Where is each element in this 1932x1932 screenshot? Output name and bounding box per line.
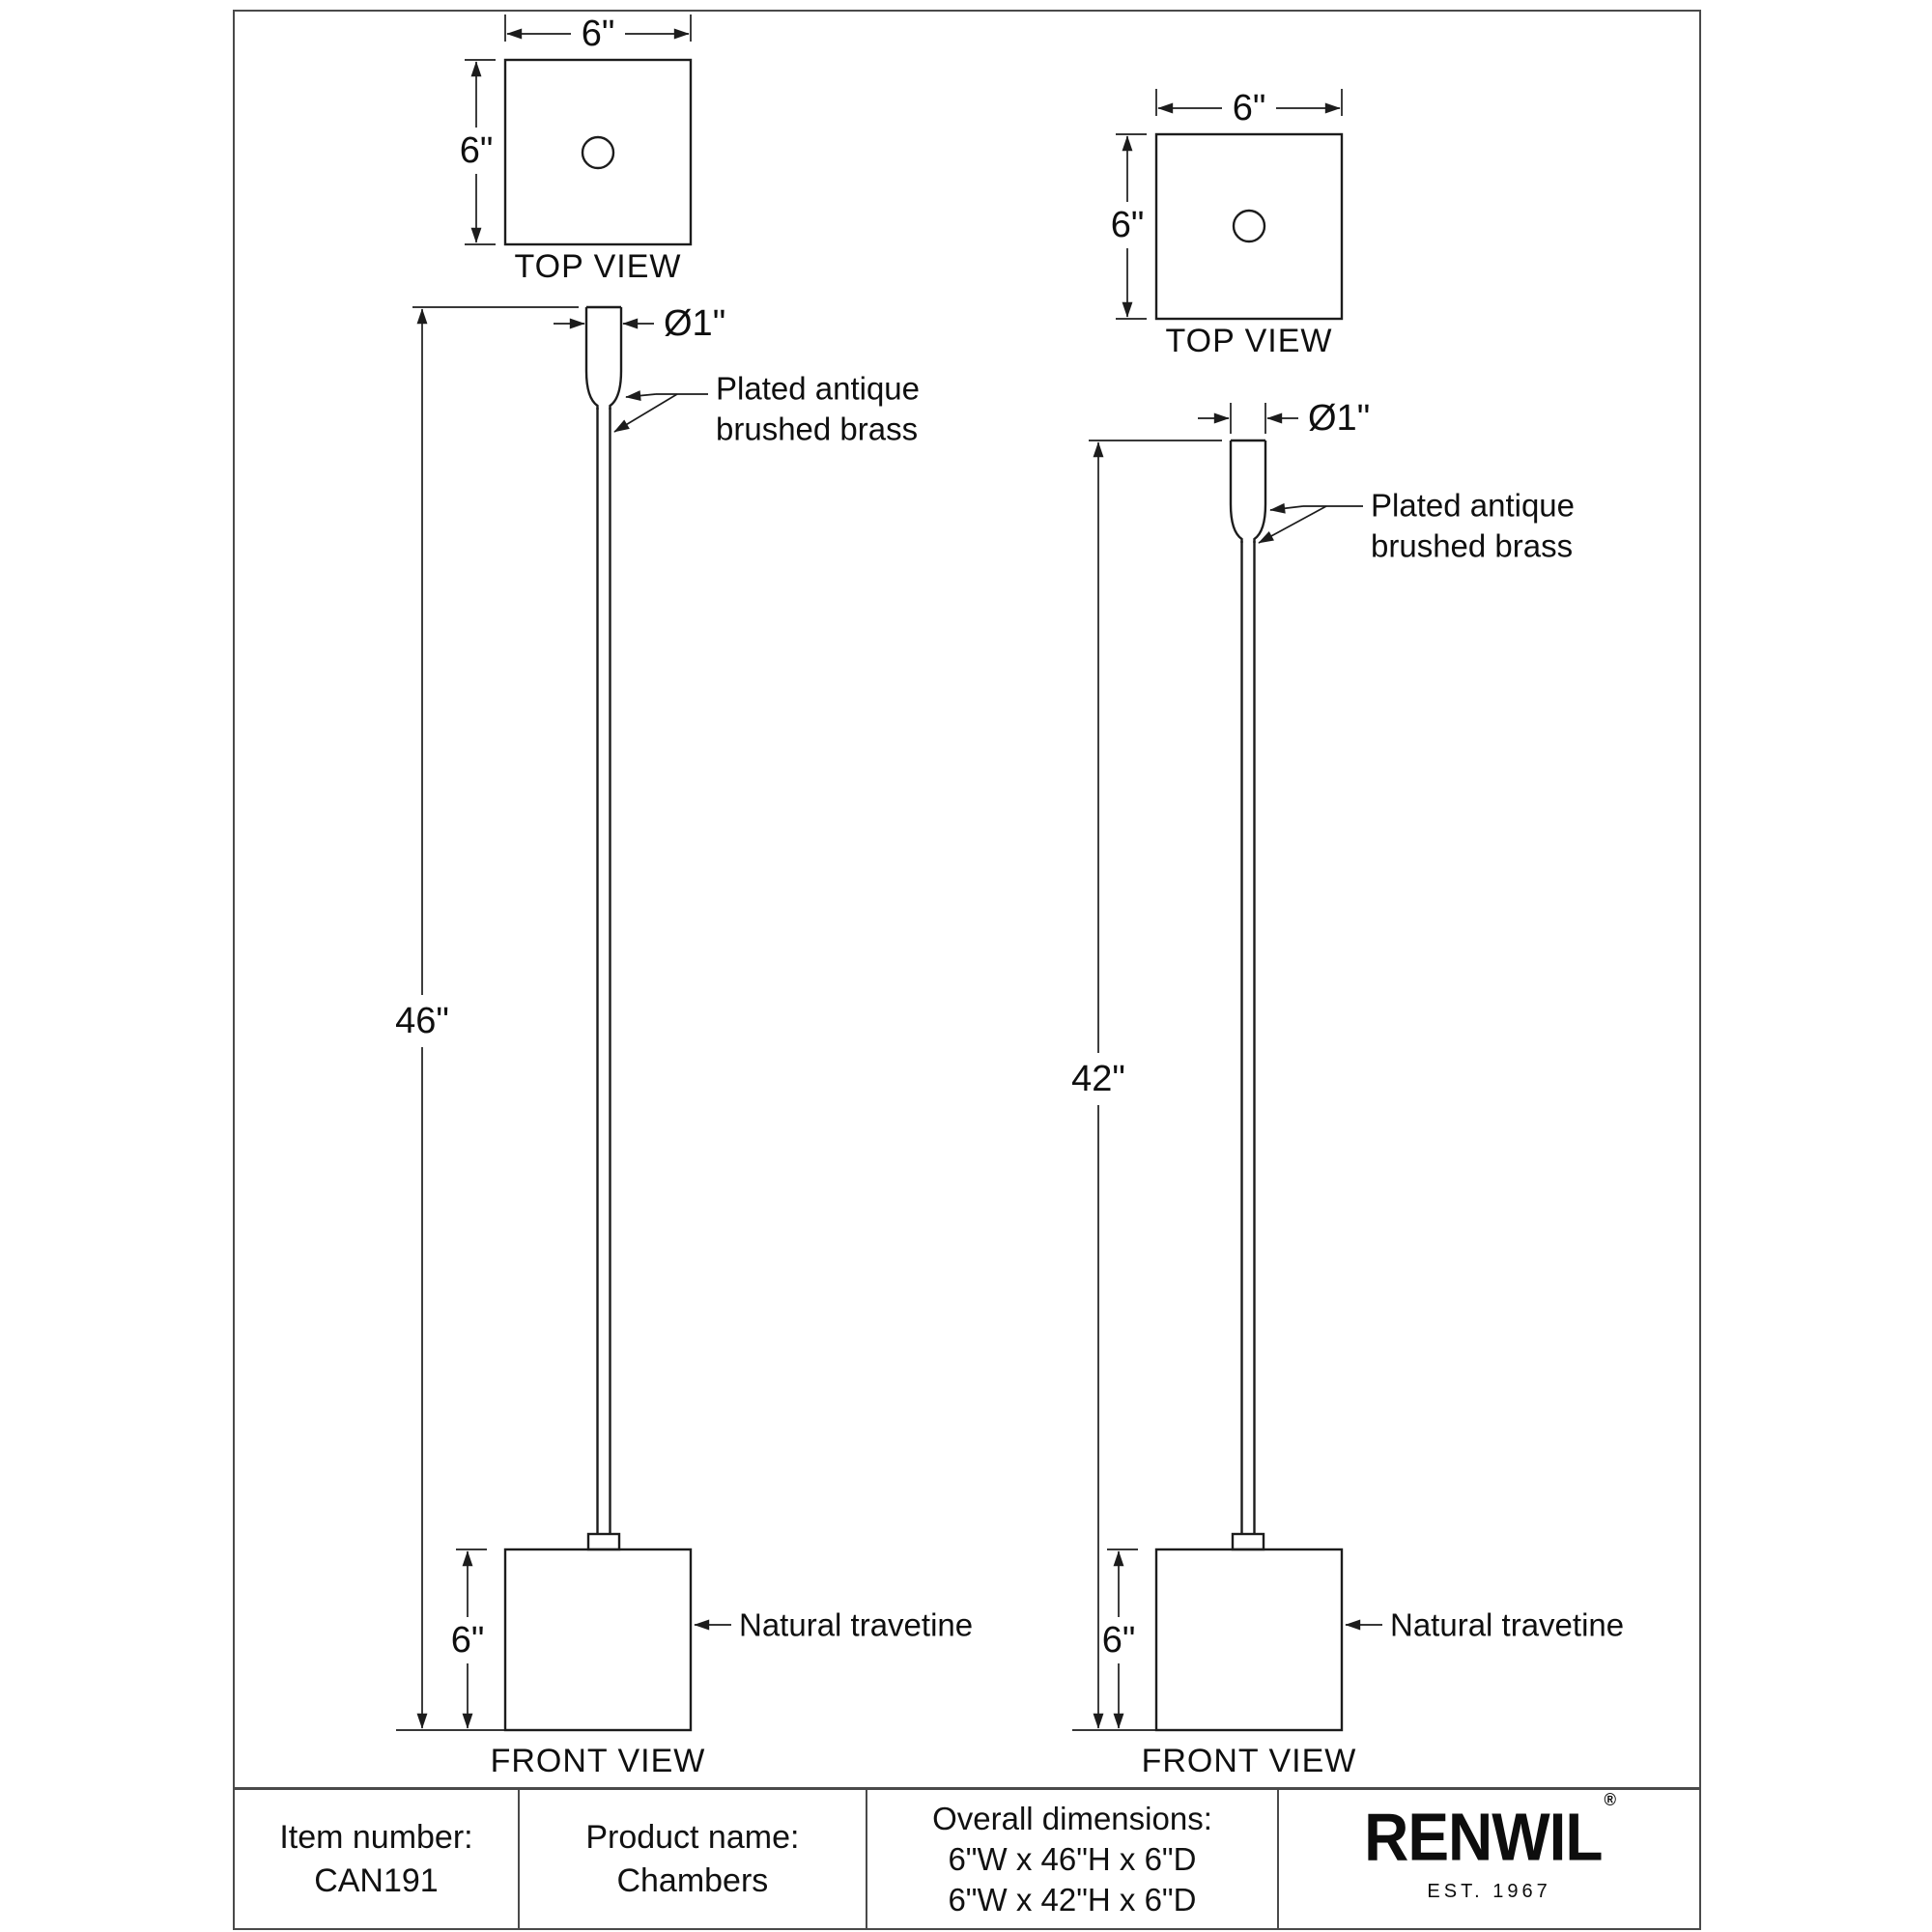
- right-socket: [1231, 440, 1265, 543]
- right-finish-leader: [1259, 506, 1363, 543]
- product-name-value: Chambers: [616, 1861, 769, 1899]
- right-top-view: [1111, 88, 1342, 359]
- right-shade-height-dim-text: 6": [1101, 1620, 1136, 1661]
- left-top-view-caption: TOP VIEW: [514, 248, 682, 285]
- left-height-dim-text: 46": [395, 1001, 449, 1041]
- item-number-value: CAN191: [314, 1861, 439, 1899]
- right-rod: [1242, 541, 1255, 1534]
- drawing-area: [235, 12, 1699, 1785]
- title-block: [235, 1787, 1699, 1928]
- left-top-width-dim-text: 6": [581, 14, 615, 54]
- brand-name: RENWIL: [1364, 1799, 1603, 1875]
- product-name-label: Product name:: [585, 1818, 800, 1856]
- renwil-logo: [1364, 1789, 1617, 1913]
- right-rod-diameter-dimension: [1198, 403, 1298, 434]
- right-height-dim-text: 42": [1071, 1059, 1125, 1099]
- dimensions-line2: 6"W x 42"H x 6"D: [948, 1881, 1197, 1918]
- right-finish-note-line1: Plated antique: [1371, 487, 1576, 524]
- item-number-cell: [235, 1790, 520, 1928]
- registered-mark-icon: ®: [1604, 1789, 1617, 1810]
- left-top-depth-dim-text: 6": [459, 130, 494, 171]
- right-top-view-caption: TOP VIEW: [1165, 323, 1333, 359]
- right-finish-note-line2: brushed brass: [1371, 527, 1574, 564]
- left-finish-note-line2: brushed brass: [716, 411, 919, 447]
- right-shade: [1156, 1549, 1342, 1730]
- spec-sheet: [233, 10, 1701, 1930]
- right-top-depth-dim-text: 6": [1110, 205, 1145, 245]
- brand-established: EST. 1967: [1427, 1880, 1551, 1902]
- right-rod-connector: [1233, 1534, 1264, 1549]
- item-number-label: Item number:: [279, 1818, 473, 1856]
- right-top-view-rod-hole: [1234, 211, 1264, 242]
- right-front-view: [1071, 398, 1624, 1779]
- overall-dimensions-cell: [867, 1790, 1279, 1928]
- left-material-note: Natural travetine: [739, 1606, 974, 1643]
- right-material-note: Natural travetine: [1390, 1606, 1625, 1643]
- left-front-view-caption: FRONT VIEW: [490, 1743, 706, 1779]
- right-front-view-caption: FRONT VIEW: [1141, 1743, 1357, 1779]
- pendant-drawing-right: [235, 12, 1699, 1785]
- right-top-view-square: [1156, 134, 1342, 319]
- dimensions-line1: 6"W x 46"H x 6"D: [948, 1840, 1197, 1877]
- brand-cell: [1279, 1790, 1699, 1928]
- left-shade-height-dim-text: 6": [450, 1620, 485, 1661]
- right-rod-diameter-text: Ø1": [1308, 398, 1371, 439]
- right-top-width-dim-text: 6": [1232, 88, 1266, 128]
- left-finish-note-line1: Plated antique: [716, 370, 921, 407]
- left-rod-diameter-text: Ø1": [664, 303, 726, 344]
- product-name-cell: [520, 1790, 867, 1928]
- dimensions-label: Overall dimensions:: [932, 1800, 1212, 1836]
